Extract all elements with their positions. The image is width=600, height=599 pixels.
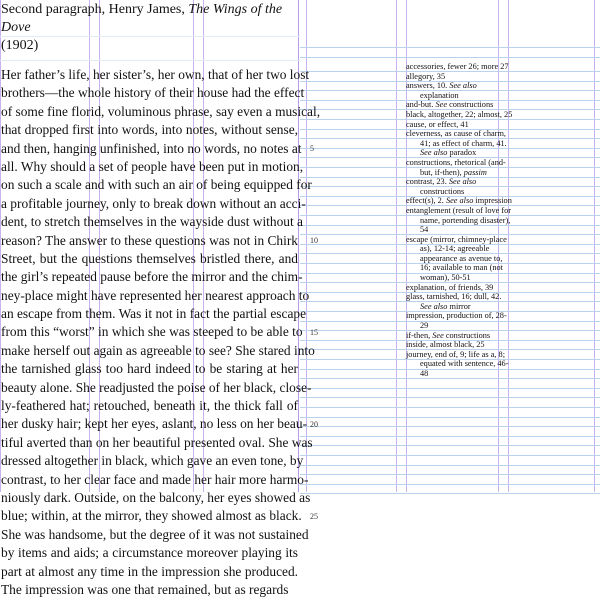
text-line: Street, but the questions themselves bristled there, and — [1, 250, 298, 266]
line-number: 25 — [310, 511, 318, 521]
text-line: a profitable journey, only to break down without an acci- — [1, 195, 306, 211]
text-line: of some fine florid, voluminous phrase, say even a musical, — [1, 103, 321, 119]
text-line: the girl’s repeated pause before the mirror and the chim- — [1, 269, 303, 285]
text-line: dressed altogether in black, which gave an even tone, by — [1, 453, 304, 469]
text-line: dent, to stretch themselves in the wayside dust without a — [1, 214, 303, 230]
text-line: the tarnished glass too hard indeed to be staring at her — [1, 361, 298, 377]
index-entry: impression, production of, 28-29 — [406, 311, 507, 331]
index-entry: accessories, fewer 26; more 27 — [406, 62, 509, 71]
text-line: brothers—the whole history of their house had the effect — [1, 85, 305, 101]
text-line: make herself out again as agreeable to see? She stared into — [1, 342, 315, 358]
index-entry: answers, 10. See also explanation — [406, 81, 477, 100]
text-line: that dropped first into words, into notes, without sense, — [1, 122, 298, 138]
index-entry: escape (mirror, chimney-place as), 12-14; agreeable appearance as avenue to, 16; available to man (not woman), 50-51 — [406, 234, 507, 283]
text-line: by items and aids; a circumstance moreover playing its — [1, 545, 298, 561]
index-entry: contrast, 23. See also constructions — [406, 177, 477, 196]
text-line: all. Why should a set of people have been put in motion, — [1, 158, 304, 174]
passage-heading — [1, 1, 298, 55]
text-line: contrast, to her clear face and made her hair more harmo- — [1, 471, 309, 487]
line-number: 20 — [310, 419, 318, 429]
index-entry: black, altogether, 22; almost, 25 — [406, 109, 513, 119]
index-entry: constructions, rhetorical (and-but, if-then), passim — [406, 157, 506, 177]
index-entry: entanglement (result of love for name, portending disaster), 54 — [406, 205, 512, 235]
line-number: 5 — [310, 143, 314, 153]
text-line: and then, hanging unfinished, into no words, no notes at — [1, 140, 302, 156]
text-line: part at almost any time in the impression she produced. — [1, 563, 298, 579]
text-line: her dusky hair; kept her eyes, aslant, no less on her beau- — [1, 416, 308, 432]
line-number: 10 — [310, 235, 318, 245]
text-line: beauty alone. She readjusted the poise of her black, close- — [1, 379, 312, 395]
index-entry: journey, end of, 9; life as a, 8; equated with sentence, 46-48 — [406, 349, 509, 378]
text-line: Her father’s life, her sister’s, her own, that of her two lost — [1, 67, 310, 82]
line-number: 15 — [310, 327, 318, 337]
index-entry: if-then, See constructions — [406, 330, 491, 340]
text-line: tiful averted than on her beautiful presented oval. She was — [1, 434, 313, 450]
text-line: She was handsome, but the degree of it was not sustained — [1, 526, 309, 542]
heading-year: (1902) — [1, 38, 39, 53]
book-title: The Wings of the Dove — [1, 2, 283, 35]
text-line: from this “worst” in which she was steeped to be able to — [1, 324, 303, 340]
index-entry: allegory, 35 — [406, 71, 446, 81]
index-entry: cleverness, as cause of charm, 41; as effect of charm, 41. See also paradox — [406, 129, 507, 158]
text-line: reason? The answer to these questions was not in Chirk — [1, 232, 298, 248]
index-entry: inside, almost black, 25 — [406, 340, 485, 350]
index-entry: explanation, of friends, 39 — [406, 282, 494, 292]
index-entry: and-but. See constructions — [406, 100, 494, 110]
text-line: ney-place might have represented her nearest approach to — [1, 287, 310, 303]
text-line: an escape from them. Was it not in fact the partial escape — [1, 306, 307, 322]
index-column — [406, 62, 514, 379]
text-line: ly-feathered hat; retouched, beneath it, the thick fall of — [1, 398, 298, 414]
text-line: blue; within, at the mirror, they showed almost as black. — [1, 508, 302, 524]
text-line: on such a scale and with such an air of being equipped for — [1, 177, 312, 193]
text-line: The impression was one that remained, but as regards — [1, 581, 289, 597]
index-entry: cause, or effect, 41 — [406, 119, 469, 129]
text-line: niously dark. Outside, on the balcony, her eyes showed as — [1, 489, 311, 505]
heading-prefix: Second paragraph, Henry James, — [1, 2, 189, 17]
index-entry: glass, tarnished, 16; dull, 42. See also mirror — [406, 292, 502, 311]
index-entry: effect(s), 2. See also impression — [406, 196, 512, 206]
